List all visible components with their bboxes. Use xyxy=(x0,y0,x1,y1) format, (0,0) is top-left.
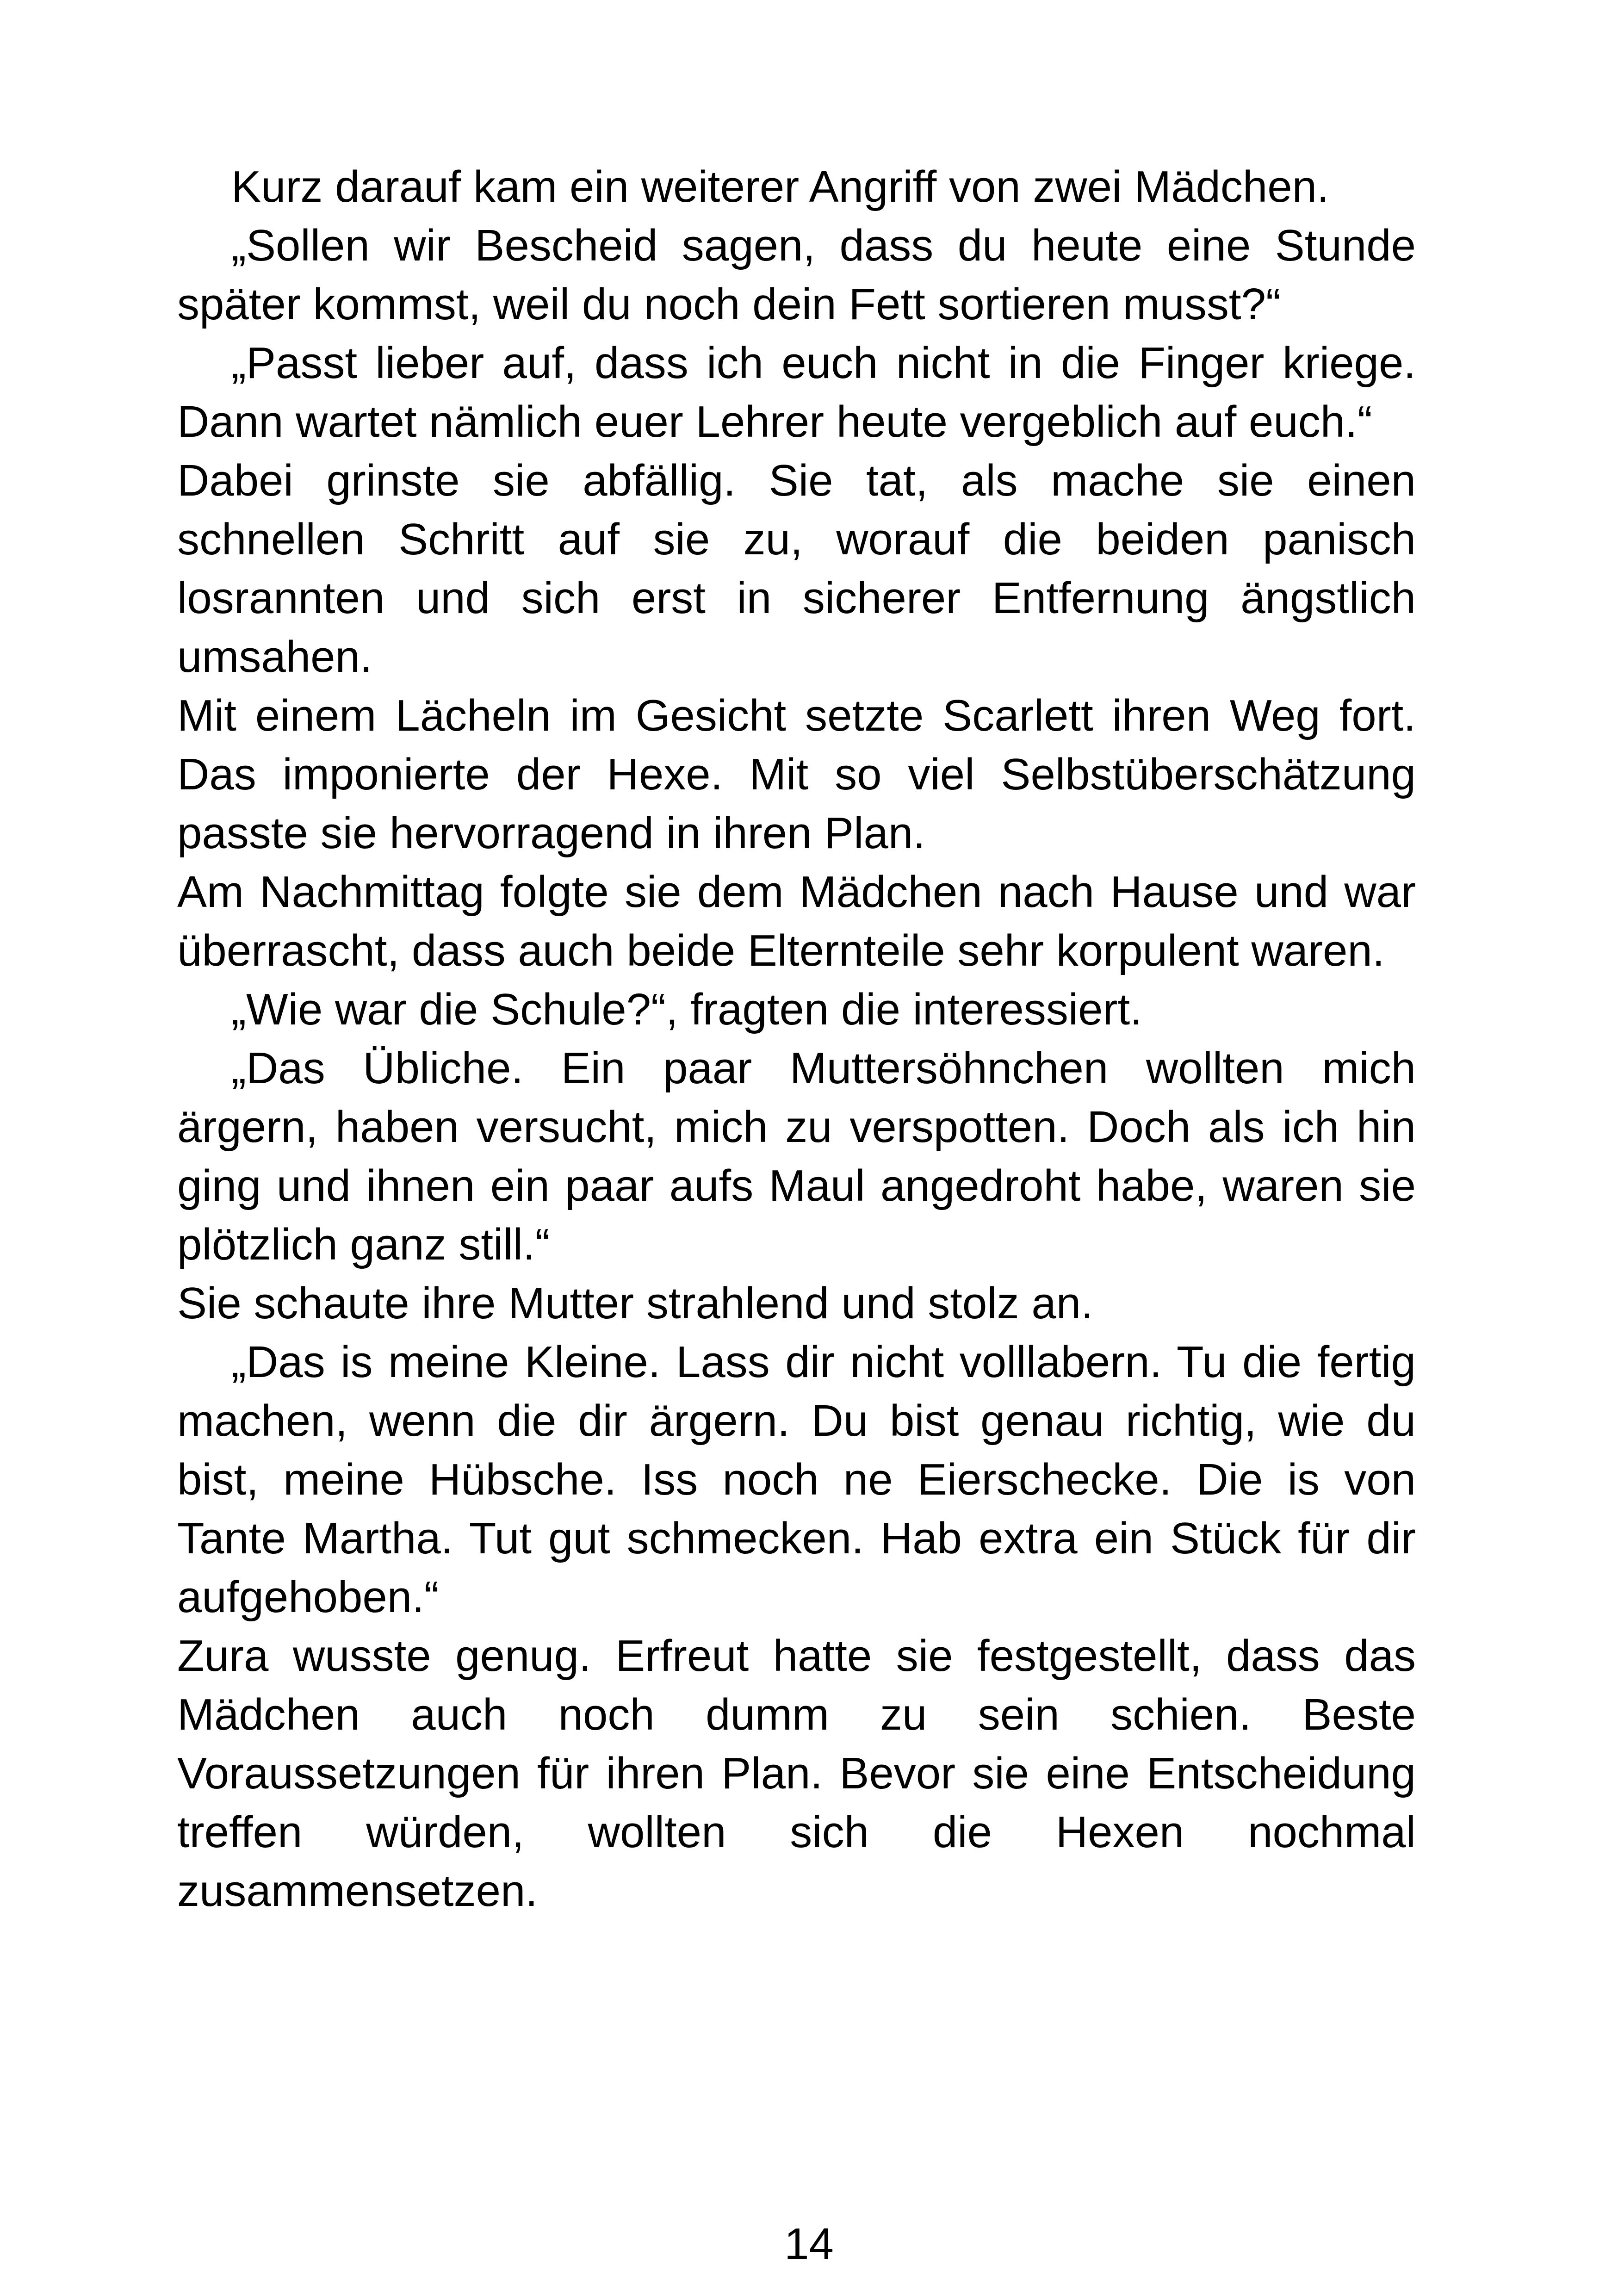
paragraph-9: Sie schaute ihre Mutter strahlend und stolz an. xyxy=(177,1278,1093,1328)
paragraph-4: Dabei grinste sie abfällig. Sie tat, als mache sie einen schnellen Schritt auf sie zu, worauf die beiden panisch losrannten und sich erst in sicherer Entfernung ängstlich umsahen. xyxy=(177,456,1416,682)
paragraph-3: „Passt lieber auf, dass ich euch nicht in die Finger kriege. Dann wartet nämlich euer Lehrer heute vergeblich auf euch.“ xyxy=(177,338,1416,447)
paragraph-1: Kurz darauf kam ein weiterer Angriff von zwei Mädchen. xyxy=(231,162,1329,211)
page-body xyxy=(177,157,1416,1920)
page-number: 14 xyxy=(784,2219,834,2269)
paragraph-10: „Das is meine Kleine. Lass dir nicht volllabern. Tu die fertig machen, wenn die dir ärgern. Du bist genau richtig, wie du bist, meine Hübsche. Iss noch ne Eierschecke. Die is von Tante Martha. Tut gut schmecken. Hab extra ein Stück für dir aufgehoben.“ xyxy=(177,1337,1416,1622)
paragraph-11: Zura wusste genug. Erfreut hatte sie festgestellt, dass das Mädchen auch noch dumm zu sein schien. Beste Voraussetzungen für ihren Plan. Bevor sie eine Entscheidung treffen würden, wollten sich die Hexen nochmal zusammensetzen. xyxy=(177,1631,1416,1916)
paragraph-6: Am Nachmittag folgte sie dem Mädchen nach Hause und war überrascht, dass auch beide Elternteile sehr korpulent waren. xyxy=(177,867,1416,975)
paragraph-5: Mit einem Lächeln im Gesicht setzte Scarlett ihren Weg fort. Das imponierte der Hexe. Mit so viel Selbstüberschätzung passte sie hervorragend in ihren Plan. xyxy=(177,691,1416,858)
paragraph-7: „Wie war die Schule?“, fragten die interessiert. xyxy=(231,985,1142,1034)
paragraph-2: „Sollen wir Bescheid sagen, dass du heute eine Stunde später kommst, weil du noch dein Fett sortieren musst?“ xyxy=(177,221,1416,329)
paragraph-8: „Das Übliche. Ein paar Muttersöhnchen wollten mich ärgern, haben versucht, mich zu verspotten. Doch als ich hin ging und ihnen ein paar aufs Maul angedroht habe, waren sie plötzlich ganz still.“ xyxy=(177,1043,1416,1269)
